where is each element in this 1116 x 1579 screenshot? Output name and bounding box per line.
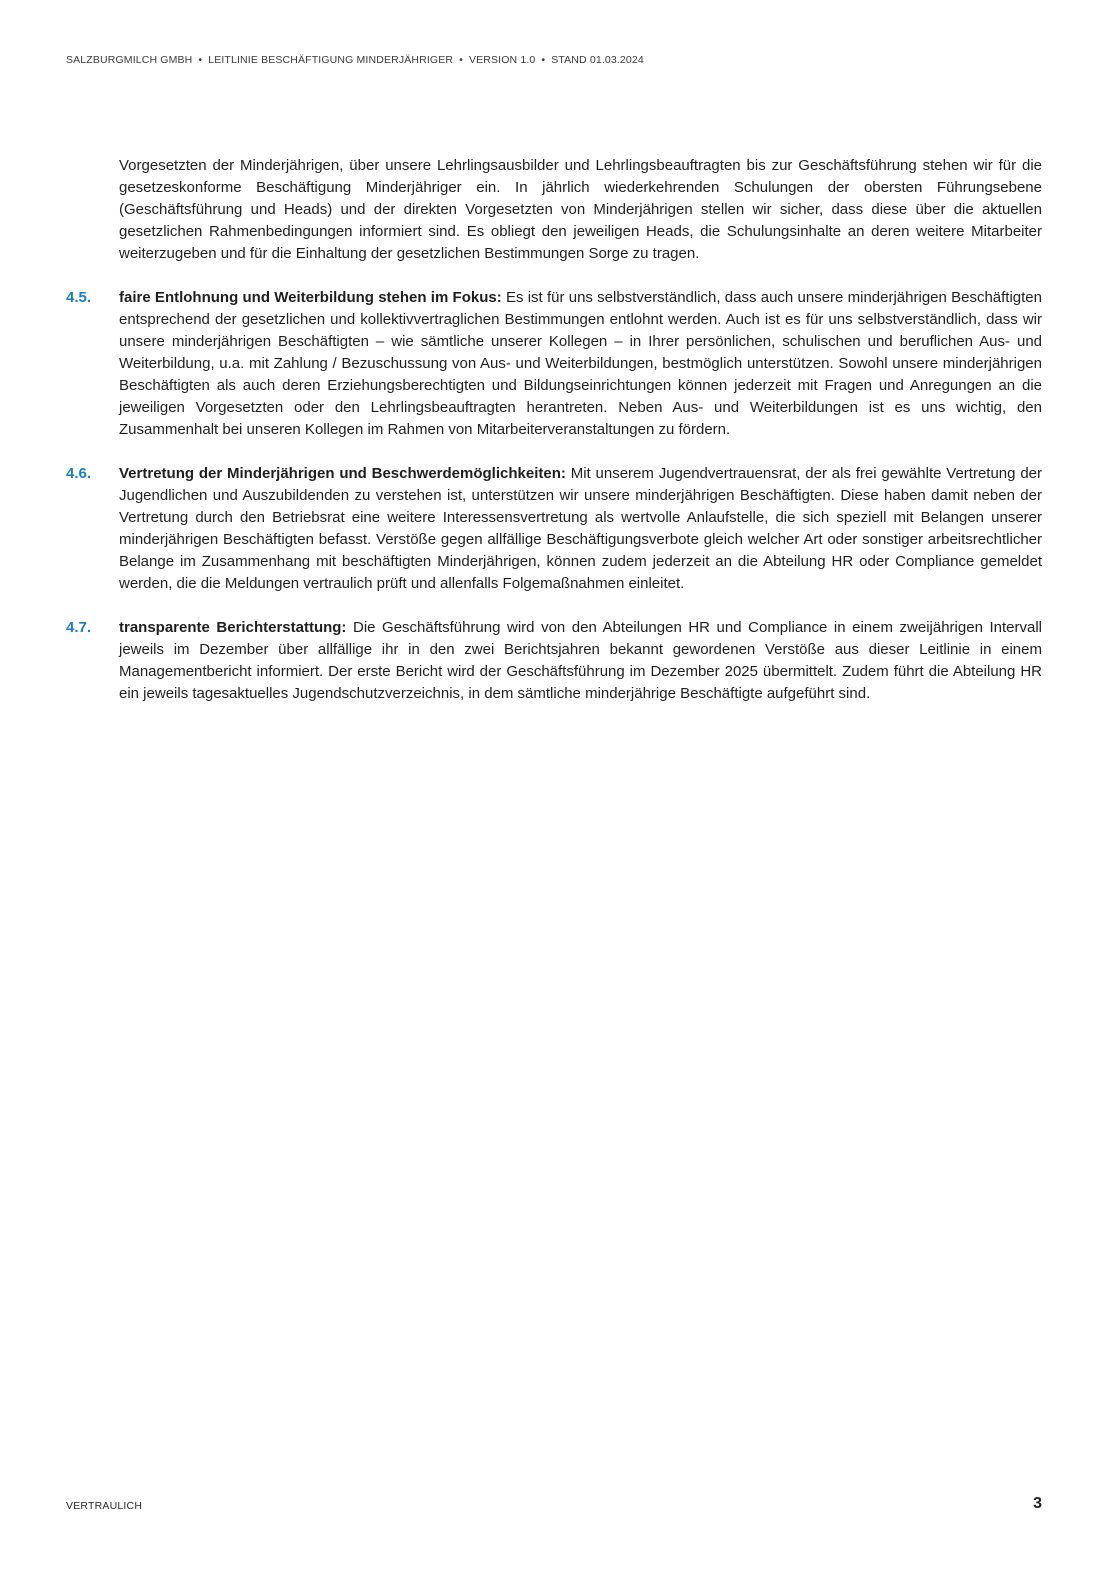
header-separator: •	[459, 54, 463, 66]
header-version: VERSION 1.0	[468, 54, 536, 66]
header-date: STAND 01.03.2024	[551, 54, 644, 66]
footer-classification: VERTRAULICH	[66, 1500, 143, 1512]
header-document-title: LEITLINIE BESCHÄFTIGUNG MINDERJÄHRIGER	[208, 54, 454, 66]
section-4-7	[66, 617, 1042, 705]
header-separator: •	[198, 54, 203, 66]
section-number: 4.6.	[66, 465, 92, 482]
page-number: 3	[1033, 1495, 1042, 1512]
section-lead: faire Entlohnung und Weiterbildung stehen im Fokus:	[119, 289, 502, 306]
section-body: Mit unserem Jugendvertrauensrat, der als frei gewählte Vertretung der Jugendlichen und Auszubildenden zu verstehen ist, unterstützen wir unsere minderjährigen Beschäftigten. Diese haben damit neben der Vertretung durch den Betriebsrat eine weitere Interessensvertretung als wertvolle Anlaufstelle, die sich speziell mit Belangen unserer minderjährigen Beschäftigten befasst. Verstöße gegen allfällige Beschäftigungsverbote gleich welcher Art oder sonstiger arbeitsrechtlicher Belange im Zusammenhang mit beschäftigten Minderjährigen, können zudem jederzeit an die Abteilung HR oder Compliance gemeldet werden, die die Meldungen vertraulich prüft und allenfalls Folgemaßnahmen einleitet.	[119, 465, 1042, 592]
section-body: Die Geschäftsführung wird von den Abteilungen HR und Compliance in einem zweijährigen Intervall jeweils im Dezember über allfällige ihr in den zwei Berichtsjahren bekannt gewordenen Verstöße aus dieser Leitlinie in einem Managementbericht informiert. Der erste Bericht wird der Geschäftsführung im Dezember 2025 übermittelt. Zudem führt die Abteilung HR ein jeweils tagesaktuelles Jugendschutzverzeichnis, in dem sämtliche minderjährige Beschäftigte aufgeführt sind.	[119, 619, 1042, 702]
section-lead: transparente Berichterstattung:	[119, 619, 347, 636]
header-company: SALZBURGMILCH GMBH	[66, 54, 193, 66]
header-separator: •	[541, 54, 546, 66]
document-body	[66, 155, 1042, 727]
section-text	[119, 463, 1042, 595]
section-number: 4.5.	[66, 289, 92, 306]
section-4-5	[66, 287, 1042, 441]
page-header	[66, 54, 1046, 66]
section-body: Es ist für uns selbstverständlich, dass auch unsere minderjährigen Beschäftigten entsprechend der gesetzlichen und kollektivvertraglichen Bestimmungen entlohnt werden. Auch ist es für uns selbstverständlich, dass wir unsere minderjährigen Beschäftigten – wie sämtliche unserer Kollegen – in Ihrer persönlichen, schulischen und beruflichen Aus- und Weiterbildung, u.a. mit Zahlung / Bezuschussung von Aus- und Weiterbildungen, bestmöglich unterstützen. Sowohl unsere minderjährigen Beschäftigten als auch deren Erziehungsberechtigten und Bildungseinrichtungen können jederzeit mit Fragen und Anregungen an die jeweiligen Vorgesetzten oder den Lehrlingsbeauftragten herantreten. Neben Aus- und Weiterbildungen ist es uns wichtig, den Zusammenhalt bei unseren Kollegen im Rahmen von Mitarbeiterveranstaltungen zu fördern.	[119, 289, 1042, 438]
section-4-6	[66, 463, 1042, 595]
section-text	[119, 617, 1042, 705]
intro-paragraph: Vorgesetzten der Minderjährigen, über unsere Lehrlingsausbilder und Lehrlingsbeauftragten bis zur Geschäftsführung stehen wir für die gesetzeskonforme Beschäftigung Minderjähriger ein. In jährlich wiederkehrenden Schulungen der obersten Führungsebene (Geschäftsführung und Heads) und der direkten Vorgesetzten von Minderjährigen stellen wir sicher, dass diese über die aktuellen gesetzlichen Rahmenbedingungen informiert sind. Es obliegt den jeweiligen Heads, die Schulungsinhalte an deren weitere Mitarbeiter weiterzugeben und für die Einhaltung der gesetzlichen Bestimmungen Sorge zu tragen.	[119, 157, 1042, 262]
section-text	[119, 287, 1042, 441]
section-lead: Vertretung der Minderjährigen und Beschwerdemöglichkeiten:	[119, 465, 566, 482]
section-number: 4.7.	[66, 619, 92, 636]
